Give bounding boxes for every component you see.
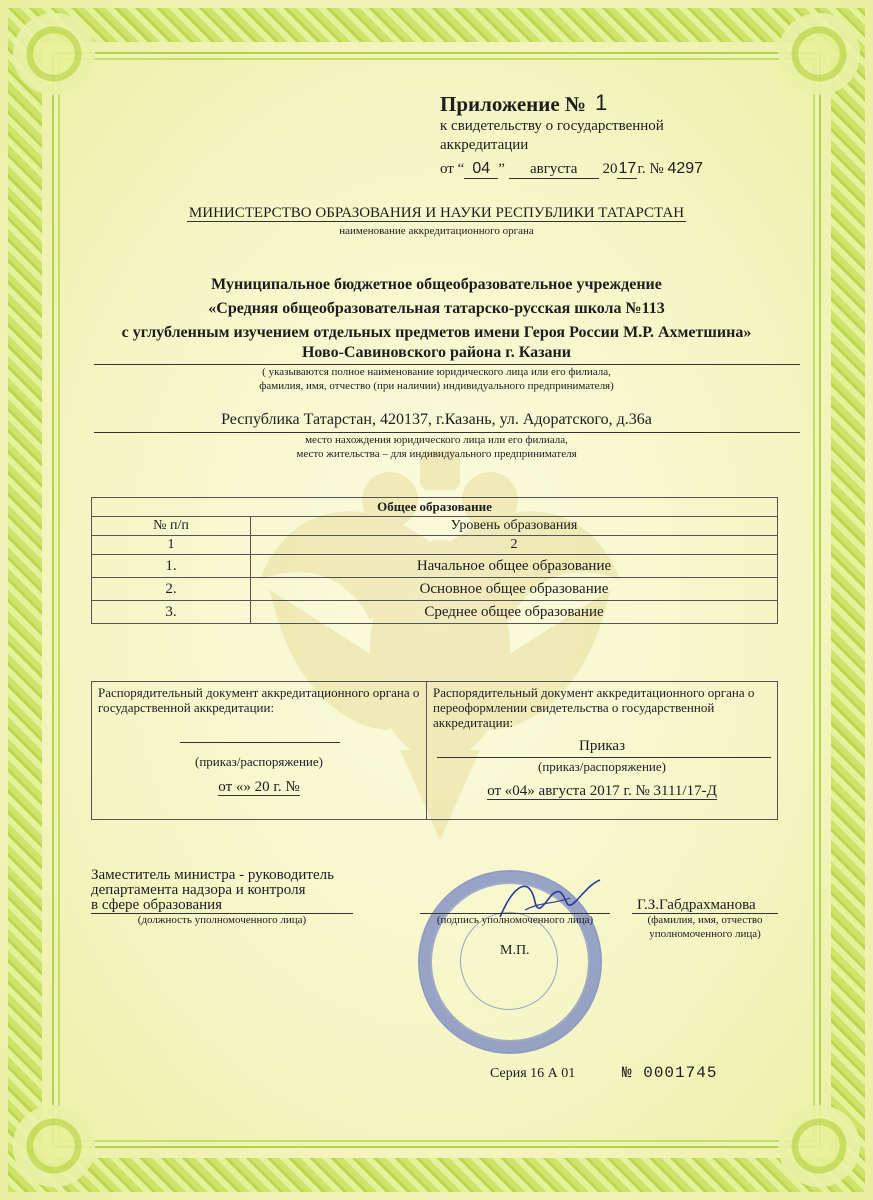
row-level: Начальное общее образование: [251, 555, 778, 578]
serial-number-label: №: [622, 1064, 633, 1082]
accreditation-order-cell: [92, 682, 427, 819]
reissue-order-text: Распорядительный документ аккредитационного органа о переоформлении свидетельства о государственной аккредитации:: [433, 685, 755, 730]
appendix-number: 1: [595, 90, 608, 115]
position-caption: (должность уполномоченного лица): [137, 914, 307, 926]
accreditation-documents-box: [91, 681, 778, 820]
form-serial-number: [622, 1064, 717, 1082]
corner-ornament: [771, 1098, 867, 1194]
ministry-name-row: [0, 205, 873, 222]
order-reference-row: [92, 780, 426, 795]
column-index-level: 2: [251, 536, 778, 555]
date-prefix: от “: [440, 161, 465, 177]
appendix-ref-line1: к свидетельству о государственной: [440, 118, 664, 134]
org-name-line4: Ново-Савиновского района г. Казани: [301, 344, 571, 361]
date-year-prefix: 20: [602, 161, 618, 177]
table-row: [92, 601, 778, 624]
address-underline: [94, 432, 800, 433]
corner-ornament: [771, 6, 867, 102]
date-year-unit: г. №: [637, 161, 664, 177]
certificate-number: 4297: [667, 160, 704, 177]
reissue-kind-caption: (приказ/распоряжение): [538, 759, 666, 774]
order-reference: от «» 20 г. №: [218, 779, 300, 795]
org-underline: [94, 364, 800, 365]
org-name-line3: с углубленным изучением отдельных предметов имени Героя России М.Р. Ахметшина»: [121, 324, 752, 341]
org-caption1: ( указываются полное наименование юридического лица или его филиала,: [262, 366, 611, 378]
position-line2: департамента надзора и контроля: [91, 882, 306, 898]
seal-place-label: М.П.: [500, 943, 530, 958]
org-name-line2: «Средняя общеобразовательная татарско-русская школа №113: [208, 300, 665, 317]
reissue-kind-underline: [437, 757, 771, 758]
name-caption1: (фамилия, имя, отчество: [647, 914, 763, 926]
education-levels-table: [91, 497, 778, 624]
date-day-close: ”: [498, 161, 505, 177]
name-caption2: уполномоченного лица): [649, 928, 761, 940]
signatory-position: [91, 868, 334, 913]
address-caption1: место нахождения юридического лица или его филиала,: [305, 434, 568, 446]
row-num: 3.: [92, 601, 251, 624]
position-line1: Заместитель министра - руководитель: [91, 867, 334, 883]
ministry-name: МИНИСТЕРСТВО ОБРАЗОВАНИЯ И НАУКИ РЕСПУБЛИКИ ТАТАРСТАН: [188, 205, 685, 221]
order-kind-caption: (приказ/распоряжение): [195, 754, 323, 769]
column-header-level: Уровень образования: [251, 517, 778, 536]
signatory-name: Г.З.Габдрахманова: [637, 897, 756, 913]
appendix-title: Приложение №: [440, 92, 587, 116]
row-level: Среднее общее образование: [251, 601, 778, 624]
corner-ornament: [6, 6, 102, 102]
reissue-order-kind: Приказ: [578, 738, 625, 754]
form-series: Серия 16 А 01: [490, 1066, 576, 1081]
date-year-suffix: 17: [618, 160, 637, 177]
org-caption2: фамилия, имя, отчество (при наличии) индивидуального предпринимателя): [259, 380, 614, 392]
column-header-num: № п/п: [92, 517, 251, 536]
appendix-ref-line2: аккредитации: [440, 137, 529, 153]
table-row: [92, 555, 778, 578]
row-num: 1.: [92, 555, 251, 578]
address-caption2: место жительства – для индивидуального предпринимателя: [296, 448, 577, 460]
signature-caption: (подпись уполномоченного лица): [436, 914, 594, 926]
row-level: Основное общее образование: [251, 578, 778, 601]
row-num: 2.: [92, 578, 251, 601]
certificate-date-row: [440, 160, 703, 179]
date-month: августа: [509, 161, 599, 179]
position-line3: в сфере образования: [91, 897, 223, 913]
ministry-caption: наименование аккредитационного органа: [339, 225, 534, 237]
table-title: Общее образование: [92, 498, 778, 517]
reissue-reference: от «04» августа 2017 г. № 3111/17-Д: [487, 783, 717, 799]
reissue-order-cell: [427, 682, 777, 819]
org-address: Республика Татарстан, 420137, г.Казань, ул. Адоратского, д.36а: [221, 411, 652, 428]
serial-number-value: 0001745: [643, 1064, 718, 1082]
table-row: [92, 578, 778, 601]
reissue-reference-row: [427, 784, 777, 799]
org-name-line1: Муниципальное бюджетное общеобразовательное учреждение: [211, 276, 662, 293]
corner-ornament: [6, 1098, 102, 1194]
order-blank-line: [180, 742, 340, 743]
accreditation-order-text: Распорядительный документ аккредитационного органа о государственной аккредитации:: [98, 685, 420, 715]
column-index-num: 1: [92, 536, 251, 555]
date-day: 04: [464, 160, 498, 179]
